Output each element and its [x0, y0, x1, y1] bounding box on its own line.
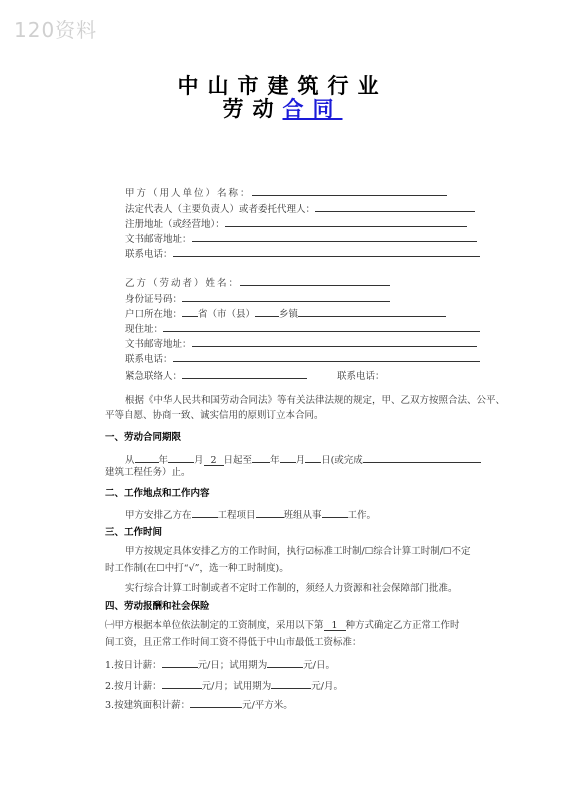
emergency-contact-field[interactable]	[182, 368, 307, 379]
party-a-phone-label: 联系电话：	[125, 249, 173, 260]
sec1-heading: 一、劳动合同期限	[105, 432, 182, 443]
wage-item1-row	[105, 657, 335, 672]
wage-item2-end: 元/月。	[311, 681, 343, 692]
party-a-name-row	[125, 185, 447, 200]
start-month-field[interactable]	[168, 452, 194, 463]
sec4-heading: 四、劳动报酬和社会保险	[105, 601, 210, 612]
wage-item3-label: 3.按建筑面积计薪：	[105, 700, 191, 711]
monthly-wage-field[interactable]	[162, 678, 202, 689]
end-year-field[interactable]	[252, 452, 270, 463]
party-b-phone-label: 联系电话：	[125, 354, 173, 365]
team-field[interactable]	[256, 507, 284, 518]
job-field[interactable]	[322, 507, 348, 518]
party-a-mail-row	[125, 231, 477, 246]
party-b-name-label: 乙方（劳动者）姓名：	[125, 278, 241, 289]
wage-item2-mid: 元/月；试用期为	[201, 681, 272, 692]
area-wage-field[interactable]	[190, 697, 242, 708]
party-b-name-row	[125, 275, 390, 290]
sec3-line1: 甲方按规定具体安排乙方的工作时间，执行☑标准工时制/☐综合计算工时制/☐不定	[125, 546, 471, 557]
party-b-id-row	[125, 291, 390, 306]
party-b-current-row	[125, 321, 480, 336]
party-a-mail-field[interactable]	[192, 231, 477, 242]
wage-item2-label: 2.按月计薪：	[105, 681, 162, 692]
start-day-value: 2	[210, 455, 217, 466]
wage-method-field[interactable]	[324, 620, 346, 631]
end-day-field[interactable]	[305, 452, 321, 463]
start-year-field[interactable]	[135, 452, 159, 463]
party-a-name-label: 甲方（用人单位）名称：	[125, 188, 252, 199]
sec4-line1	[105, 620, 460, 632]
party-b-mail-row	[125, 336, 477, 351]
start-day-field[interactable]	[204, 455, 224, 466]
hukou-detail-field[interactable]	[298, 306, 446, 317]
sec1-term-row	[125, 452, 481, 467]
title-link[interactable]: 合同	[282, 96, 343, 121]
party-b-emergency-row	[125, 368, 385, 383]
party-b-mail-field[interactable]	[192, 336, 477, 347]
party-a-phone-row	[125, 246, 480, 261]
monthly-probation-field[interactable]	[271, 678, 311, 689]
party-a-rep-label: 法定代表人（主要负责人）或者委托代理人：	[125, 204, 316, 215]
wage-item2-row	[105, 678, 343, 693]
sec4-line1b: 种方式确定乙方正常工作时	[345, 620, 460, 631]
sec1-year2-label: 年	[270, 455, 280, 466]
sec1-from-label: 从	[125, 455, 135, 466]
sec4-line2: 间工资，且正常工作时间工资不得低于中山市最低工资标准：	[105, 637, 362, 648]
title-line2-a: 劳动	[222, 96, 283, 121]
wage-item3-row	[105, 697, 293, 712]
sec3-line3: 实行综合计算工时制或者不定时工作制的，须经人力资源和社会保障部门批准。	[125, 583, 458, 594]
party-b-id-label: 身份证号码：	[125, 294, 183, 305]
party-b-hukou-label: 户口所在地：	[125, 309, 183, 320]
party-a-rep-field[interactable]	[315, 201, 475, 212]
party-a-address-field[interactable]	[225, 216, 467, 227]
daily-probation-field[interactable]	[267, 657, 303, 668]
sec1-month2-label: 月	[295, 455, 306, 466]
sec2-d-label: 工作。	[347, 510, 377, 521]
hukou-county-field[interactable]	[255, 306, 279, 317]
daily-wage-field[interactable]	[162, 657, 198, 668]
sec3-line2: 时工作制(在☐中打“√”，选一种工时制度)。	[105, 563, 289, 574]
end-month-field[interactable]	[280, 452, 296, 463]
wage-method-value: 1	[331, 620, 338, 631]
sec2-row	[125, 507, 376, 522]
wage-item1-mid: 元/日；试用期为	[197, 660, 268, 671]
watermark: 120资料	[14, 18, 98, 42]
sec1-day2-label: 日(或完成	[321, 455, 363, 466]
party-b-id-field[interactable]	[182, 291, 390, 302]
intro-line2: 平等自愿、协商一致、诚实信用的原则订立本合同。	[105, 410, 324, 421]
wage-item3-end: 元/平方米。	[242, 700, 293, 711]
hukou-mid-label: 省（市（县）	[198, 309, 256, 320]
sec2-a-label: 甲方安排乙方在	[125, 510, 192, 521]
wage-item1-end: 元/日。	[303, 660, 335, 671]
party-b-current-field[interactable]	[163, 321, 480, 332]
party-a-rep-row	[125, 201, 475, 216]
emergency-contact-label: 紧急联络人：	[125, 371, 183, 382]
party-a-address-row	[125, 216, 467, 231]
sec4-line1a: ㈠甲方根据本单位依法制定的工资制度，采用以下第	[105, 620, 324, 631]
hukou-province-field[interactable]	[182, 306, 198, 317]
intro-line1: 根据《中华人民共和国劳动合同法》等有关法律法规的规定，甲、乙双方按照合法、公平、	[125, 395, 506, 406]
party-b-hukou-row	[125, 306, 446, 321]
title-line2	[0, 93, 565, 123]
party-a-mail-label: 文书邮寄地址：	[125, 234, 192, 245]
title-line1: 中山市建筑行业	[177, 73, 388, 98]
sec2-c-label: 班组从事	[283, 510, 322, 521]
party-b-mail-label: 文书邮寄地址：	[125, 339, 192, 350]
emergency-phone-label: 联系电话：	[337, 371, 385, 382]
sec1-day1-label: 日起至	[223, 455, 253, 466]
party-b-name-field[interactable]	[240, 275, 390, 286]
sec2-heading: 二、工作地点和工作内容	[105, 488, 210, 499]
party-b-phone-field[interactable]	[173, 351, 480, 362]
hukou-town-label: 乡镇	[279, 309, 299, 320]
task-field[interactable]	[363, 452, 481, 463]
sec2-b-label: 工程项目	[217, 510, 256, 521]
wage-item1-label: 1.按日计薪：	[105, 660, 162, 671]
sec3-heading: 三、工作时间	[105, 527, 163, 538]
party-a-address-label: 注册地址（或经营地）：	[125, 219, 225, 230]
sec1-year1-label: 年	[158, 455, 169, 466]
party-a-phone-field[interactable]	[173, 246, 480, 257]
work-site-field[interactable]	[192, 507, 218, 518]
sec1-month1-label: 月	[194, 455, 204, 466]
party-a-name-field[interactable]	[252, 185, 447, 196]
party-b-current-label: 现住址：	[125, 324, 164, 335]
party-b-phone-row	[125, 351, 480, 366]
sec1-line2: 建筑工程任务）止。	[105, 467, 191, 478]
